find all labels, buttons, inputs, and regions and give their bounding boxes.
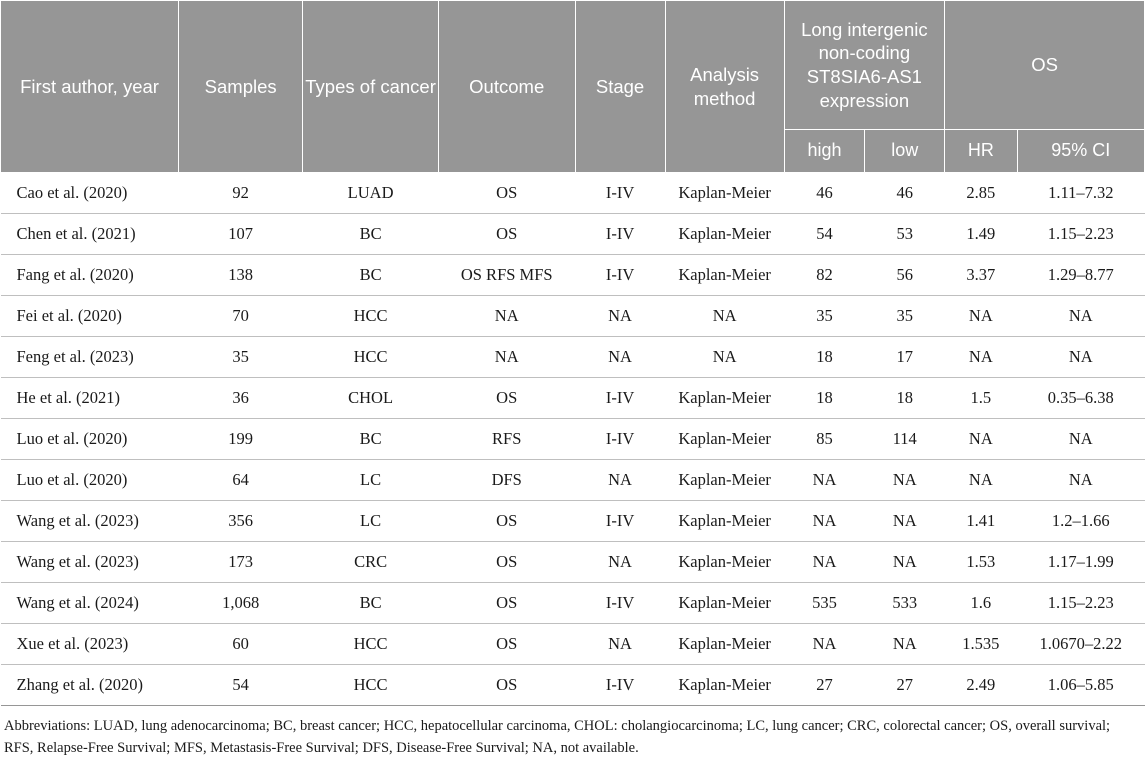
cell-method: Kaplan-Meier (665, 255, 784, 296)
cell-cancer: HCC (303, 337, 439, 378)
cell-samples: 173 (179, 542, 303, 583)
cell-cancer: BC (303, 214, 439, 255)
cell-samples: 64 (179, 460, 303, 501)
cell-outcome: OS (438, 214, 575, 255)
cell-low: 533 (865, 583, 945, 624)
cell-ci: 1.17–1.99 (1017, 542, 1144, 583)
cell-high: NA (784, 542, 865, 583)
table-row (1, 337, 1145, 378)
cell-high: 27 (784, 665, 865, 706)
cell-cancer: HCC (303, 665, 439, 706)
cell-ci: 0.35–6.38 (1017, 378, 1144, 419)
cell-stage: I-IV (575, 501, 665, 542)
cell-ci: NA (1017, 460, 1144, 501)
table-header (1, 1, 1145, 173)
cell-method: Kaplan-Meier (665, 501, 784, 542)
column-header-hr: HR (945, 130, 1017, 173)
cell-samples: 356 (179, 501, 303, 542)
cell-author: Feng et al. (2023) (1, 337, 179, 378)
cell-stage: I-IV (575, 255, 665, 296)
cell-hr: 3.37 (945, 255, 1017, 296)
cell-outcome: RFS (438, 419, 575, 460)
cell-ci: NA (1017, 296, 1144, 337)
table-row (1, 296, 1145, 337)
table-body (1, 173, 1145, 706)
cell-author: Luo et al. (2020) (1, 460, 179, 501)
cell-cancer: BC (303, 583, 439, 624)
cell-author: Wang et al. (2023) (1, 542, 179, 583)
table-row (1, 460, 1145, 501)
cell-low: NA (865, 624, 945, 665)
cell-cancer: HCC (303, 296, 439, 337)
cell-cancer: CHOL (303, 378, 439, 419)
cell-author: Fei et al. (2020) (1, 296, 179, 337)
cell-samples: 138 (179, 255, 303, 296)
cell-method: Kaplan-Meier (665, 419, 784, 460)
cell-outcome: OS (438, 624, 575, 665)
cell-high: 46 (784, 173, 865, 214)
cell-high: NA (784, 460, 865, 501)
column-header-first-author-year: First author, year (1, 1, 179, 173)
table-row (1, 214, 1145, 255)
cell-cancer: LUAD (303, 173, 439, 214)
table-row (1, 624, 1145, 665)
cell-author: Xue et al. (2023) (1, 624, 179, 665)
cell-stage: NA (575, 624, 665, 665)
cell-low: 27 (865, 665, 945, 706)
cell-outcome: OS (438, 501, 575, 542)
cell-author: Cao et al. (2020) (1, 173, 179, 214)
cell-cancer: BC (303, 255, 439, 296)
cell-samples: 54 (179, 665, 303, 706)
cell-method: Kaplan-Meier (665, 173, 784, 214)
cell-samples: 107 (179, 214, 303, 255)
cell-stage: I-IV (575, 173, 665, 214)
table-footnote-abbreviations: Abbreviations: LUAD, lung adenocarcinoma; BC, breast cancer; HCC, hepatocellular carcinoma, CHOL: cholangiocarcinoma; LC, lung cancer; CRC, colorectal cancer; OS, overall survival; RFS, Relapse-Free Survival; MFS, Metastasis-Free Survival; DFS, Disease-Free Survival; NA, not available. (4, 718, 1111, 756)
column-header-95-ci: 95% CI (1017, 130, 1144, 173)
cell-method: Kaplan-Meier (665, 214, 784, 255)
cell-high: NA (784, 501, 865, 542)
cell-stage: I-IV (575, 214, 665, 255)
cell-low: 46 (865, 173, 945, 214)
cell-cancer: LC (303, 501, 439, 542)
table-header-row-primary (1, 1, 1145, 130)
cell-low: 53 (865, 214, 945, 255)
cell-ci: 1.0670–2.22 (1017, 624, 1144, 665)
cell-high: 535 (784, 583, 865, 624)
cell-ci: 1.29–8.77 (1017, 255, 1144, 296)
cell-hr: 1.6 (945, 583, 1017, 624)
cell-cancer: BC (303, 419, 439, 460)
cell-outcome: OS (438, 665, 575, 706)
cell-cancer: HCC (303, 624, 439, 665)
cell-hr: NA (945, 460, 1017, 501)
cell-high: NA (784, 624, 865, 665)
column-header-stage: Stage (575, 1, 665, 173)
cell-ci: 1.11–7.32 (1017, 173, 1144, 214)
column-header-outcome: Outcome (438, 1, 575, 173)
cell-samples: 199 (179, 419, 303, 460)
cell-samples: 70 (179, 296, 303, 337)
cell-hr: NA (945, 419, 1017, 460)
table-row (1, 173, 1145, 214)
cell-stage: I-IV (575, 378, 665, 419)
cell-high: 18 (784, 337, 865, 378)
cell-stage: I-IV (575, 665, 665, 706)
cell-low: 17 (865, 337, 945, 378)
cell-samples: 36 (179, 378, 303, 419)
cell-author: Zhang et al. (2020) (1, 665, 179, 706)
cell-outcome: OS (438, 542, 575, 583)
cell-method: NA (665, 296, 784, 337)
cell-ci: 1.15–2.23 (1017, 214, 1144, 255)
cell-high: 54 (784, 214, 865, 255)
cell-samples: 35 (179, 337, 303, 378)
cell-author: Wang et al. (2023) (1, 501, 179, 542)
cell-ci: 1.06–5.85 (1017, 665, 1144, 706)
column-header-high: high (784, 130, 865, 173)
table-row (1, 378, 1145, 419)
cell-hr: NA (945, 337, 1017, 378)
cell-method: Kaplan-Meier (665, 378, 784, 419)
cell-stage: I-IV (575, 583, 665, 624)
table-row (1, 255, 1145, 296)
column-header-samples: Samples (179, 1, 303, 173)
cell-low: 56 (865, 255, 945, 296)
cell-high: 35 (784, 296, 865, 337)
cell-hr: 2.49 (945, 665, 1017, 706)
cell-stage: NA (575, 296, 665, 337)
cell-samples: 92 (179, 173, 303, 214)
cell-author: He et al. (2021) (1, 378, 179, 419)
cell-high: 85 (784, 419, 865, 460)
column-header-types-of-cancer: Types of cancer (303, 1, 439, 173)
cell-low: 18 (865, 378, 945, 419)
cell-outcome: OS (438, 583, 575, 624)
cell-author: Chen et al. (2021) (1, 214, 179, 255)
cell-stage: NA (575, 337, 665, 378)
cell-stage: NA (575, 542, 665, 583)
cell-hr: 2.85 (945, 173, 1017, 214)
cell-outcome: DFS (438, 460, 575, 501)
cell-outcome: OS (438, 378, 575, 419)
cell-cancer: CRC (303, 542, 439, 583)
cell-ci: 1.2–1.66 (1017, 501, 1144, 542)
cell-hr: 1.41 (945, 501, 1017, 542)
cell-samples: 60 (179, 624, 303, 665)
table-row (1, 665, 1145, 706)
cell-method: NA (665, 337, 784, 378)
cell-low: 35 (865, 296, 945, 337)
cell-low: 114 (865, 419, 945, 460)
cell-high: 18 (784, 378, 865, 419)
cell-high: 82 (784, 255, 865, 296)
cell-method: Kaplan-Meier (665, 624, 784, 665)
column-header-os: OS (945, 1, 1145, 130)
cell-outcome: NA (438, 337, 575, 378)
column-header-lincrna-expression: Long intergenic non-coding ST8SIA6-AS1 expression (784, 1, 944, 130)
cell-method: Kaplan-Meier (665, 583, 784, 624)
table-row (1, 501, 1145, 542)
cell-ci: 1.15–2.23 (1017, 583, 1144, 624)
cell-hr: 1.5 (945, 378, 1017, 419)
table-row (1, 542, 1145, 583)
cell-hr: 1.535 (945, 624, 1017, 665)
cell-cancer: LC (303, 460, 439, 501)
cell-ci: NA (1017, 419, 1144, 460)
cell-author: Fang et al. (2020) (1, 255, 179, 296)
cell-low: NA (865, 542, 945, 583)
table-row (1, 419, 1145, 460)
table-row (1, 583, 1145, 624)
cell-author: Luo et al. (2020) (1, 419, 179, 460)
cell-outcome: OS (438, 173, 575, 214)
column-header-low: low (865, 130, 945, 173)
cell-method: Kaplan-Meier (665, 542, 784, 583)
cell-low: NA (865, 460, 945, 501)
cell-hr: NA (945, 296, 1017, 337)
cell-samples: 1,068 (179, 583, 303, 624)
column-header-analysis-method: Analysis method (665, 1, 784, 173)
cell-author: Wang et al. (2024) (1, 583, 179, 624)
cell-method: Kaplan-Meier (665, 665, 784, 706)
cell-outcome: OS RFS MFS (438, 255, 575, 296)
cell-hr: 1.53 (945, 542, 1017, 583)
cell-stage: NA (575, 460, 665, 501)
cell-hr: 1.49 (945, 214, 1017, 255)
cell-method: Kaplan-Meier (665, 460, 784, 501)
cell-ci: NA (1017, 337, 1144, 378)
cell-low: NA (865, 501, 945, 542)
cell-stage: I-IV (575, 419, 665, 460)
cell-outcome: NA (438, 296, 575, 337)
